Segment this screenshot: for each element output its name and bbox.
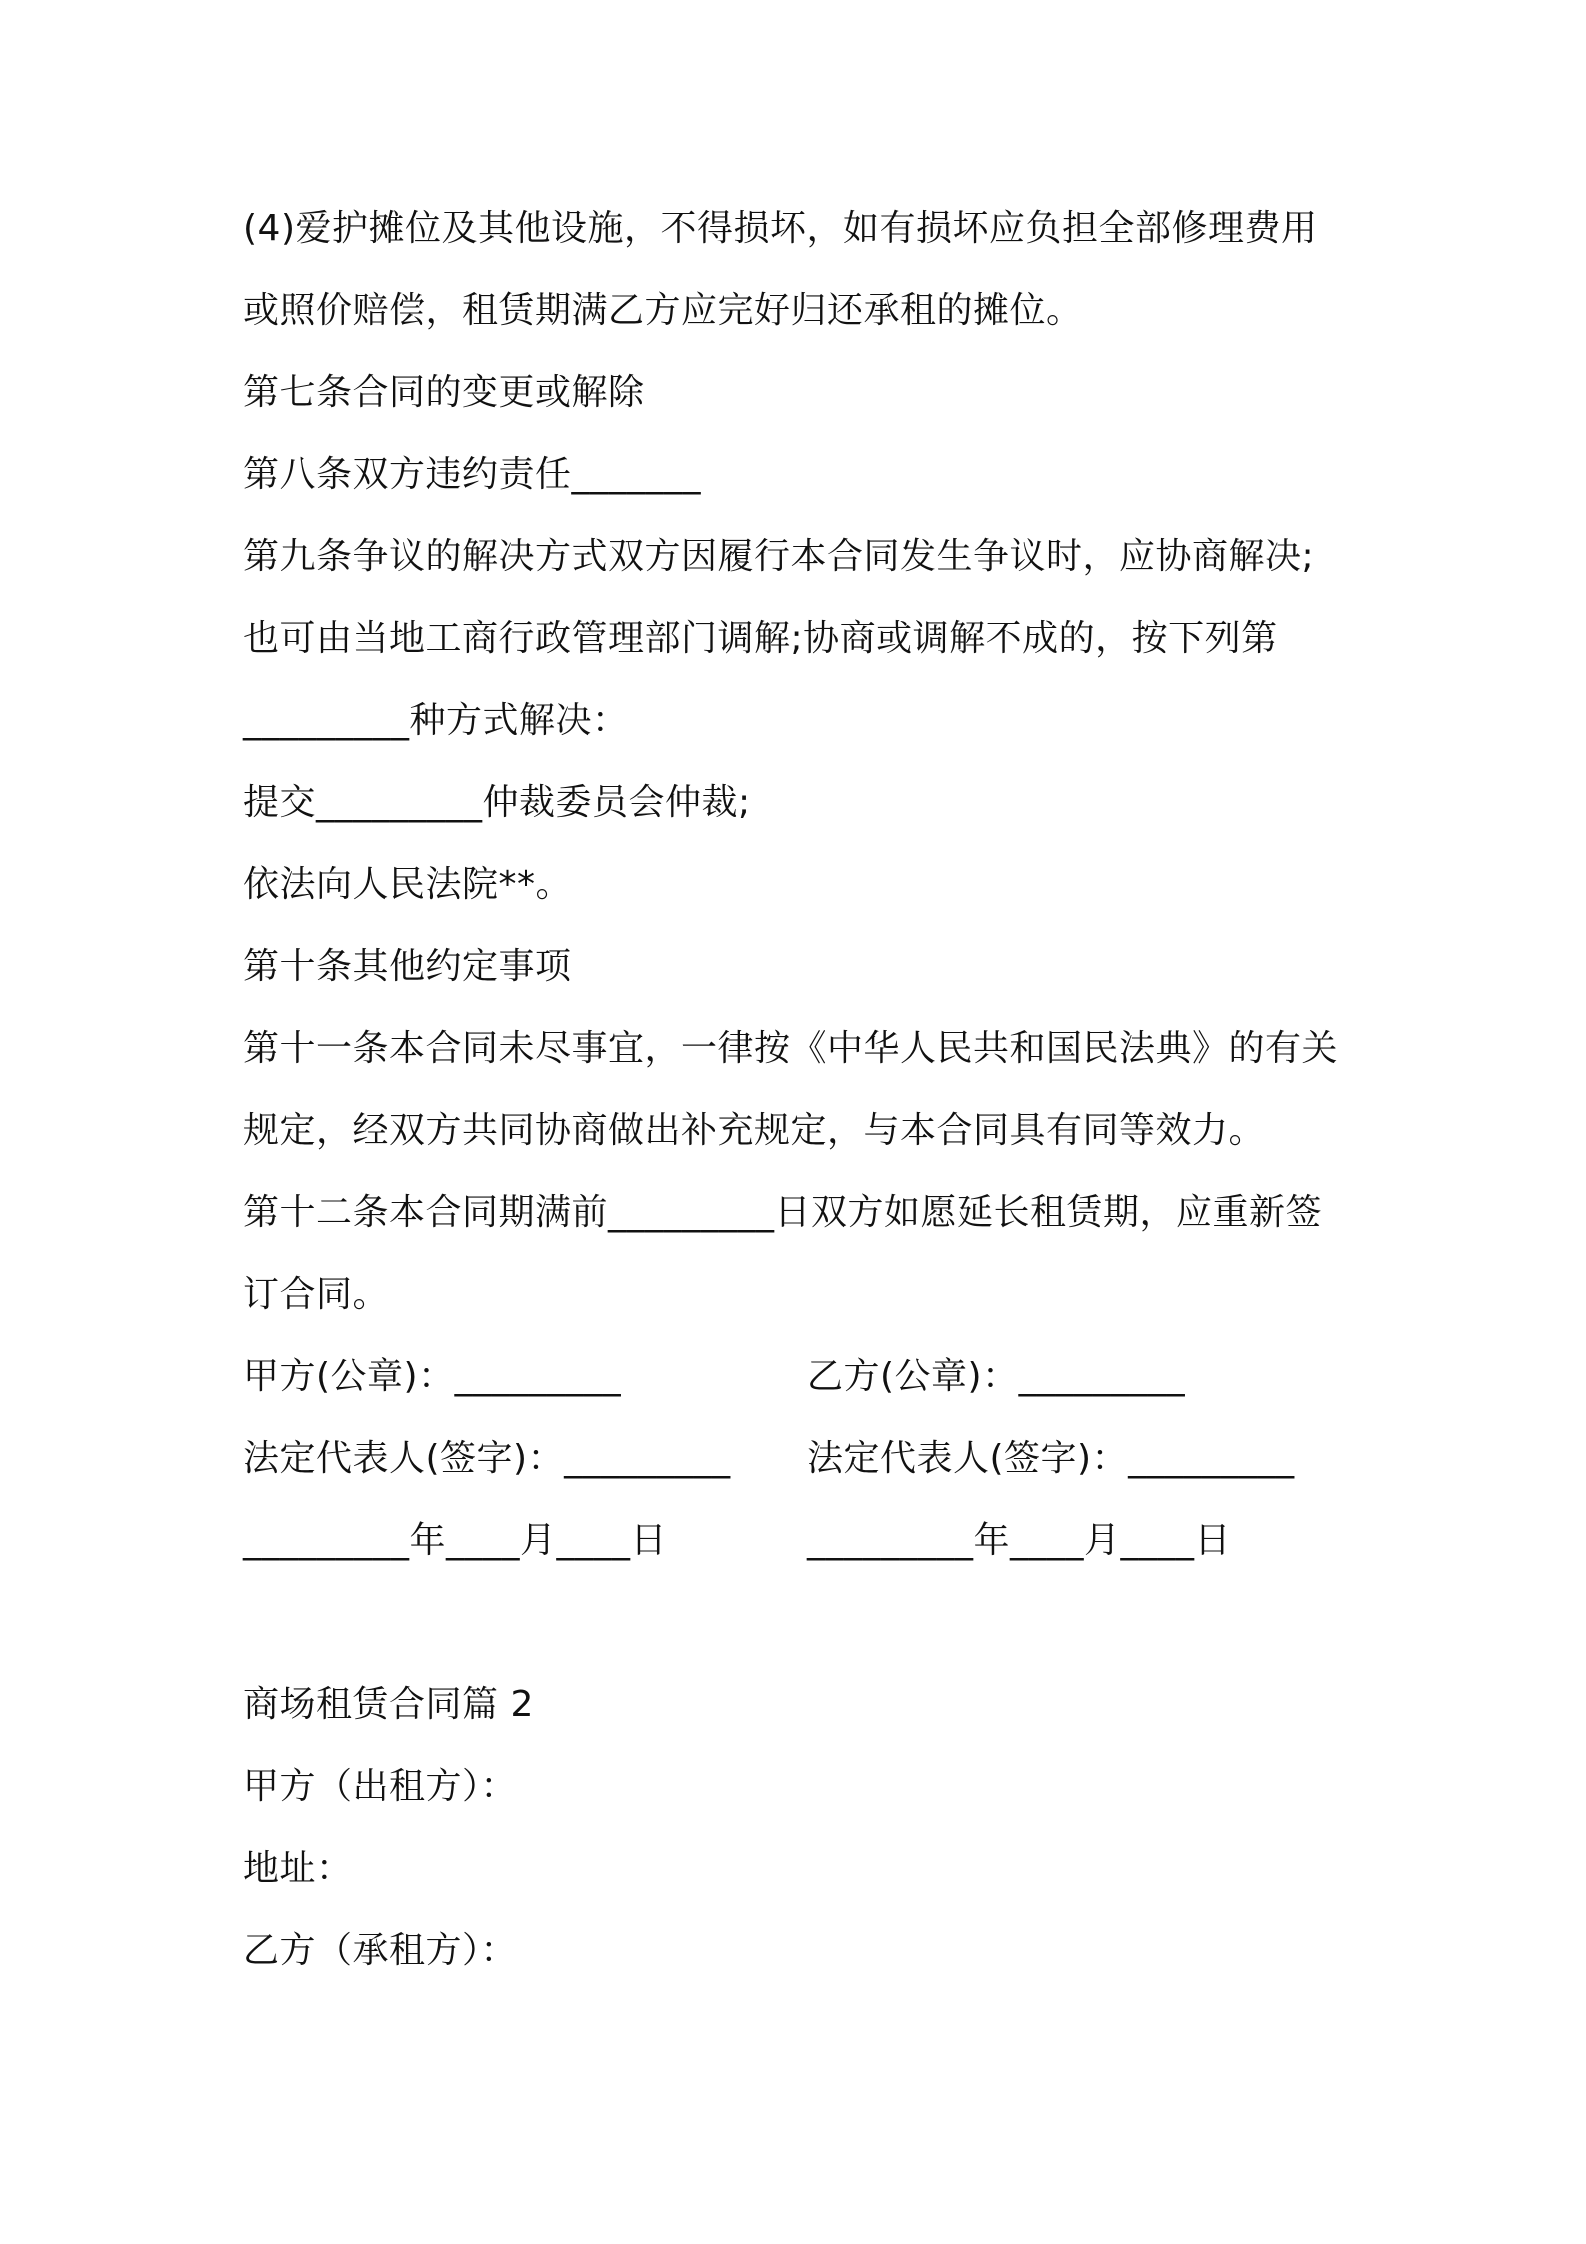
- clause-9-option-arbitration: 提交_________仲裁委员会仲裁;: [243, 782, 751, 823]
- clause-11-line-1: 第十一条本合同未尽事宜，一律按《中华人民共和国民法典》的有关: [243, 1028, 1339, 1069]
- clause-12-line-2: 订合同。: [243, 1274, 390, 1315]
- clause-6-item-4-line-2: 或照价赔偿，租赁期满乙方应完好归还承租的摊位。: [243, 290, 1083, 331]
- party-b-representative-line: 法定代表人(签字)：_________: [807, 1438, 1295, 1479]
- party-a-representative-line: 法定代表人(签字)：_________: [243, 1438, 731, 1479]
- clause-11-line-2: 规定，经双方共同协商做出补充规定，与本合同具有同等效力。: [243, 1110, 1266, 1151]
- clause-8-heading: 第八条双方违约责任_______: [243, 454, 702, 495]
- clause-9-option-court: 依法向人民法院**。: [243, 864, 573, 905]
- clause-12-line-1: 第十二条本合同期满前_________日双方如愿延长租赁期，应重新签: [243, 1192, 1323, 1233]
- party-b-date-line: _________年____月____日: [807, 1520, 1231, 1561]
- party-a-date-line: _________年____月____日: [243, 1520, 667, 1561]
- clause-10-heading: 第十条其他约定事项: [243, 946, 572, 987]
- section-2-title: 商场租赁合同篇 2: [243, 1684, 534, 1725]
- clause-9-line-2: 也可由当地工商行政管理部门调解;协商或调解不成的，按下列第: [243, 618, 1278, 659]
- clause-7-heading: 第七条合同的变更或解除: [243, 372, 645, 413]
- section-2-address-label: 地址：: [243, 1848, 353, 1889]
- section-2-lessee-label: 乙方（承租方）：: [243, 1930, 518, 1971]
- clause-6-item-4-line-1: (4)爱护摊位及其他设施，不得损坏，如有损坏应负担全部修理费用: [243, 208, 1318, 249]
- clause-9-line-3: _________种方式解决：: [243, 700, 629, 741]
- party-b-seal-line: 乙方(公章)：_________: [807, 1356, 1186, 1397]
- section-2-lessor-label: 甲方（出租方）：: [243, 1766, 518, 1807]
- clause-9-line-1: 第九条争议的解决方式双方因履行本合同发生争议时，应协商解决;: [243, 536, 1315, 577]
- party-a-seal-line: 甲方(公章)：_________: [243, 1356, 622, 1397]
